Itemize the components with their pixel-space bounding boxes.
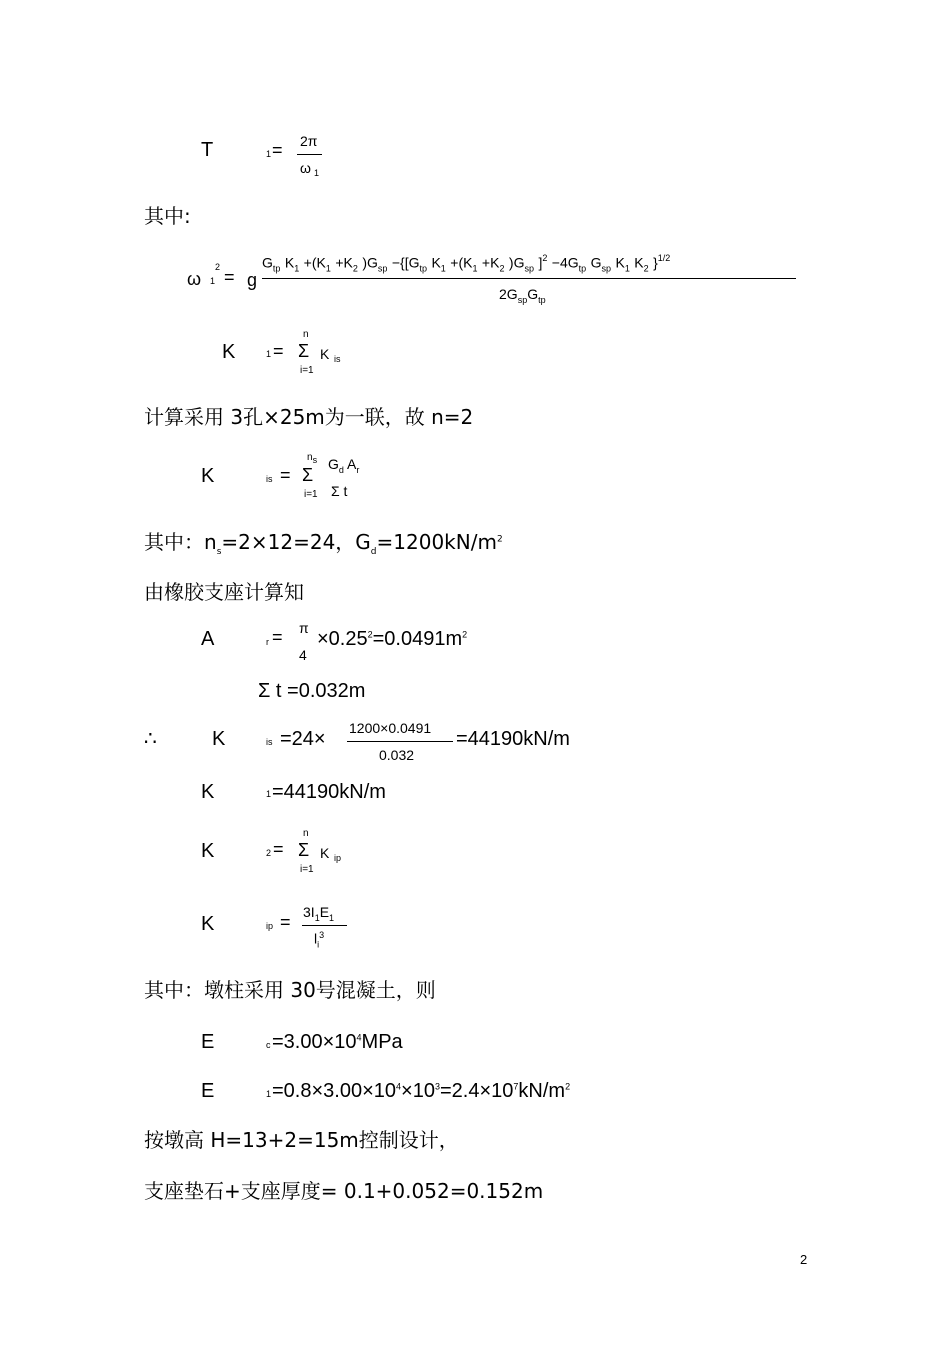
symbol-T: T [201,139,214,161]
term-K: K [320,845,330,861]
subscript: 1 [266,149,272,159]
sum-upper-limit: $n_s$ [307,452,318,465]
equals-sign: = [224,267,235,287]
fraction-numerator: $G_{tp}$ $K_1 +(K_1 +K_2$ )$G_{sp} -\{[G_{tp}$ $K_1 +(K_1 +K_2$ )$G_{sp}$ ]$^2 -4G_{tp}$ $G_{sp}$ $K_1$ $K_2$ }$^{1/2}$ [262,253,671,274]
subscript: 2 [266,848,272,858]
fraction-denominator: 0.032 [379,747,415,763]
symbol-K: K [212,728,226,750]
expression: =44190kN/m [456,728,570,750]
fraction-numerator: π [299,620,309,636]
fraction-denominator: Σ t [331,483,348,499]
subscript: r [266,637,269,647]
fraction-bar [347,741,453,742]
equals-sign: = [272,140,283,160]
fraction-denominator: ω [300,160,311,176]
sum-upper-limit: n [303,329,309,340]
therefore-symbol: ∴ [144,728,157,750]
sum-lower-limit: i=1 [304,489,318,500]
equals-sign: = [273,839,284,859]
equals-sign: = [272,627,283,647]
expression: =44190kN/m [272,781,386,803]
page-number: 2 [800,1252,808,1267]
subscript: 1 [314,168,320,178]
expression: $=0.8\times 3.00\times 10^4\times 10^3=2.4\times 10^7kN/m^2$ [272,1080,571,1102]
subscript: ip [334,853,342,863]
subscript: 1 [266,1089,272,1099]
fraction-bar [302,925,347,926]
symbol-g: g [247,270,258,290]
expression: $=3.00\times 10^4MPa$ [272,1031,403,1053]
symbol-E: E [201,1080,215,1102]
sum-upper-limit: n [303,828,309,839]
equals-sign: = [273,341,284,361]
expression: =24× [280,728,326,750]
text-paragraph: 计算采用 3孔×25m为一联，故 n=2 [144,405,474,429]
symbol-A: A [201,628,215,650]
symbol-K: K [222,341,236,363]
fraction-denominator: $2G_{sp}G_{tp}$ [499,286,546,306]
fraction-numerator: 1200×0.0491 [349,720,432,736]
symbol-K: K [201,465,215,487]
expression: $\times 0.25^2=0.0491m^2$ [317,628,468,650]
fraction-numerator: $G_d$ $A_r$ [328,456,360,475]
sigma-symbol: Σ [298,840,310,860]
subscript: 1 [210,276,216,286]
term-K: K [320,346,330,362]
sum-lower-limit: i=1 [300,365,314,376]
subscript: ip [266,921,274,931]
equals-sign: = [280,912,291,932]
symbol-E: E [201,1031,215,1053]
symbol-K: K [201,781,215,803]
fraction-bar [262,278,796,279]
text-paragraph: 支座垫石+支座厚度= 0.1+0.052=0.152m [144,1179,544,1203]
equals-sign: = [280,465,291,485]
fraction-denominator: 4 [299,647,307,663]
fraction-numerator: $3I_1E_1$ [303,904,335,923]
equation-sum-t: Σ t =0.032m [258,680,366,702]
symbol-omega: ω [187,269,202,289]
subscript: c [266,1040,271,1050]
sum-lower-limit: i=1 [300,864,314,875]
subscript: 1 [266,349,272,359]
fraction-numerator: 2π [300,133,318,149]
fraction-bar [297,154,322,155]
sigma-symbol: Σ [298,341,310,361]
text-paragraph: 按墩高 H=13+2=15m控制设计， [144,1128,459,1152]
subscript: 1 [266,789,272,799]
label-qizhong: 其中: [144,204,191,228]
fraction-denominator: $l_i^3$ [314,930,325,950]
subscript: is [266,474,273,484]
superscript: 2 [215,262,221,272]
subscript: is [266,737,273,747]
symbol-K: K [201,840,215,862]
text-paragraph: 由橡胶支座计算知 [144,580,304,604]
subscript: is [334,354,341,364]
text-paragraph: 其中：$n_s=2\times 12=24$，$G_d=1200kN/m^2$ [144,530,503,557]
text-paragraph: 其中：墩柱采用 30号混凝土，则 [144,978,436,1002]
symbol-K: K [201,913,215,935]
sigma-symbol: Σ [302,465,314,485]
